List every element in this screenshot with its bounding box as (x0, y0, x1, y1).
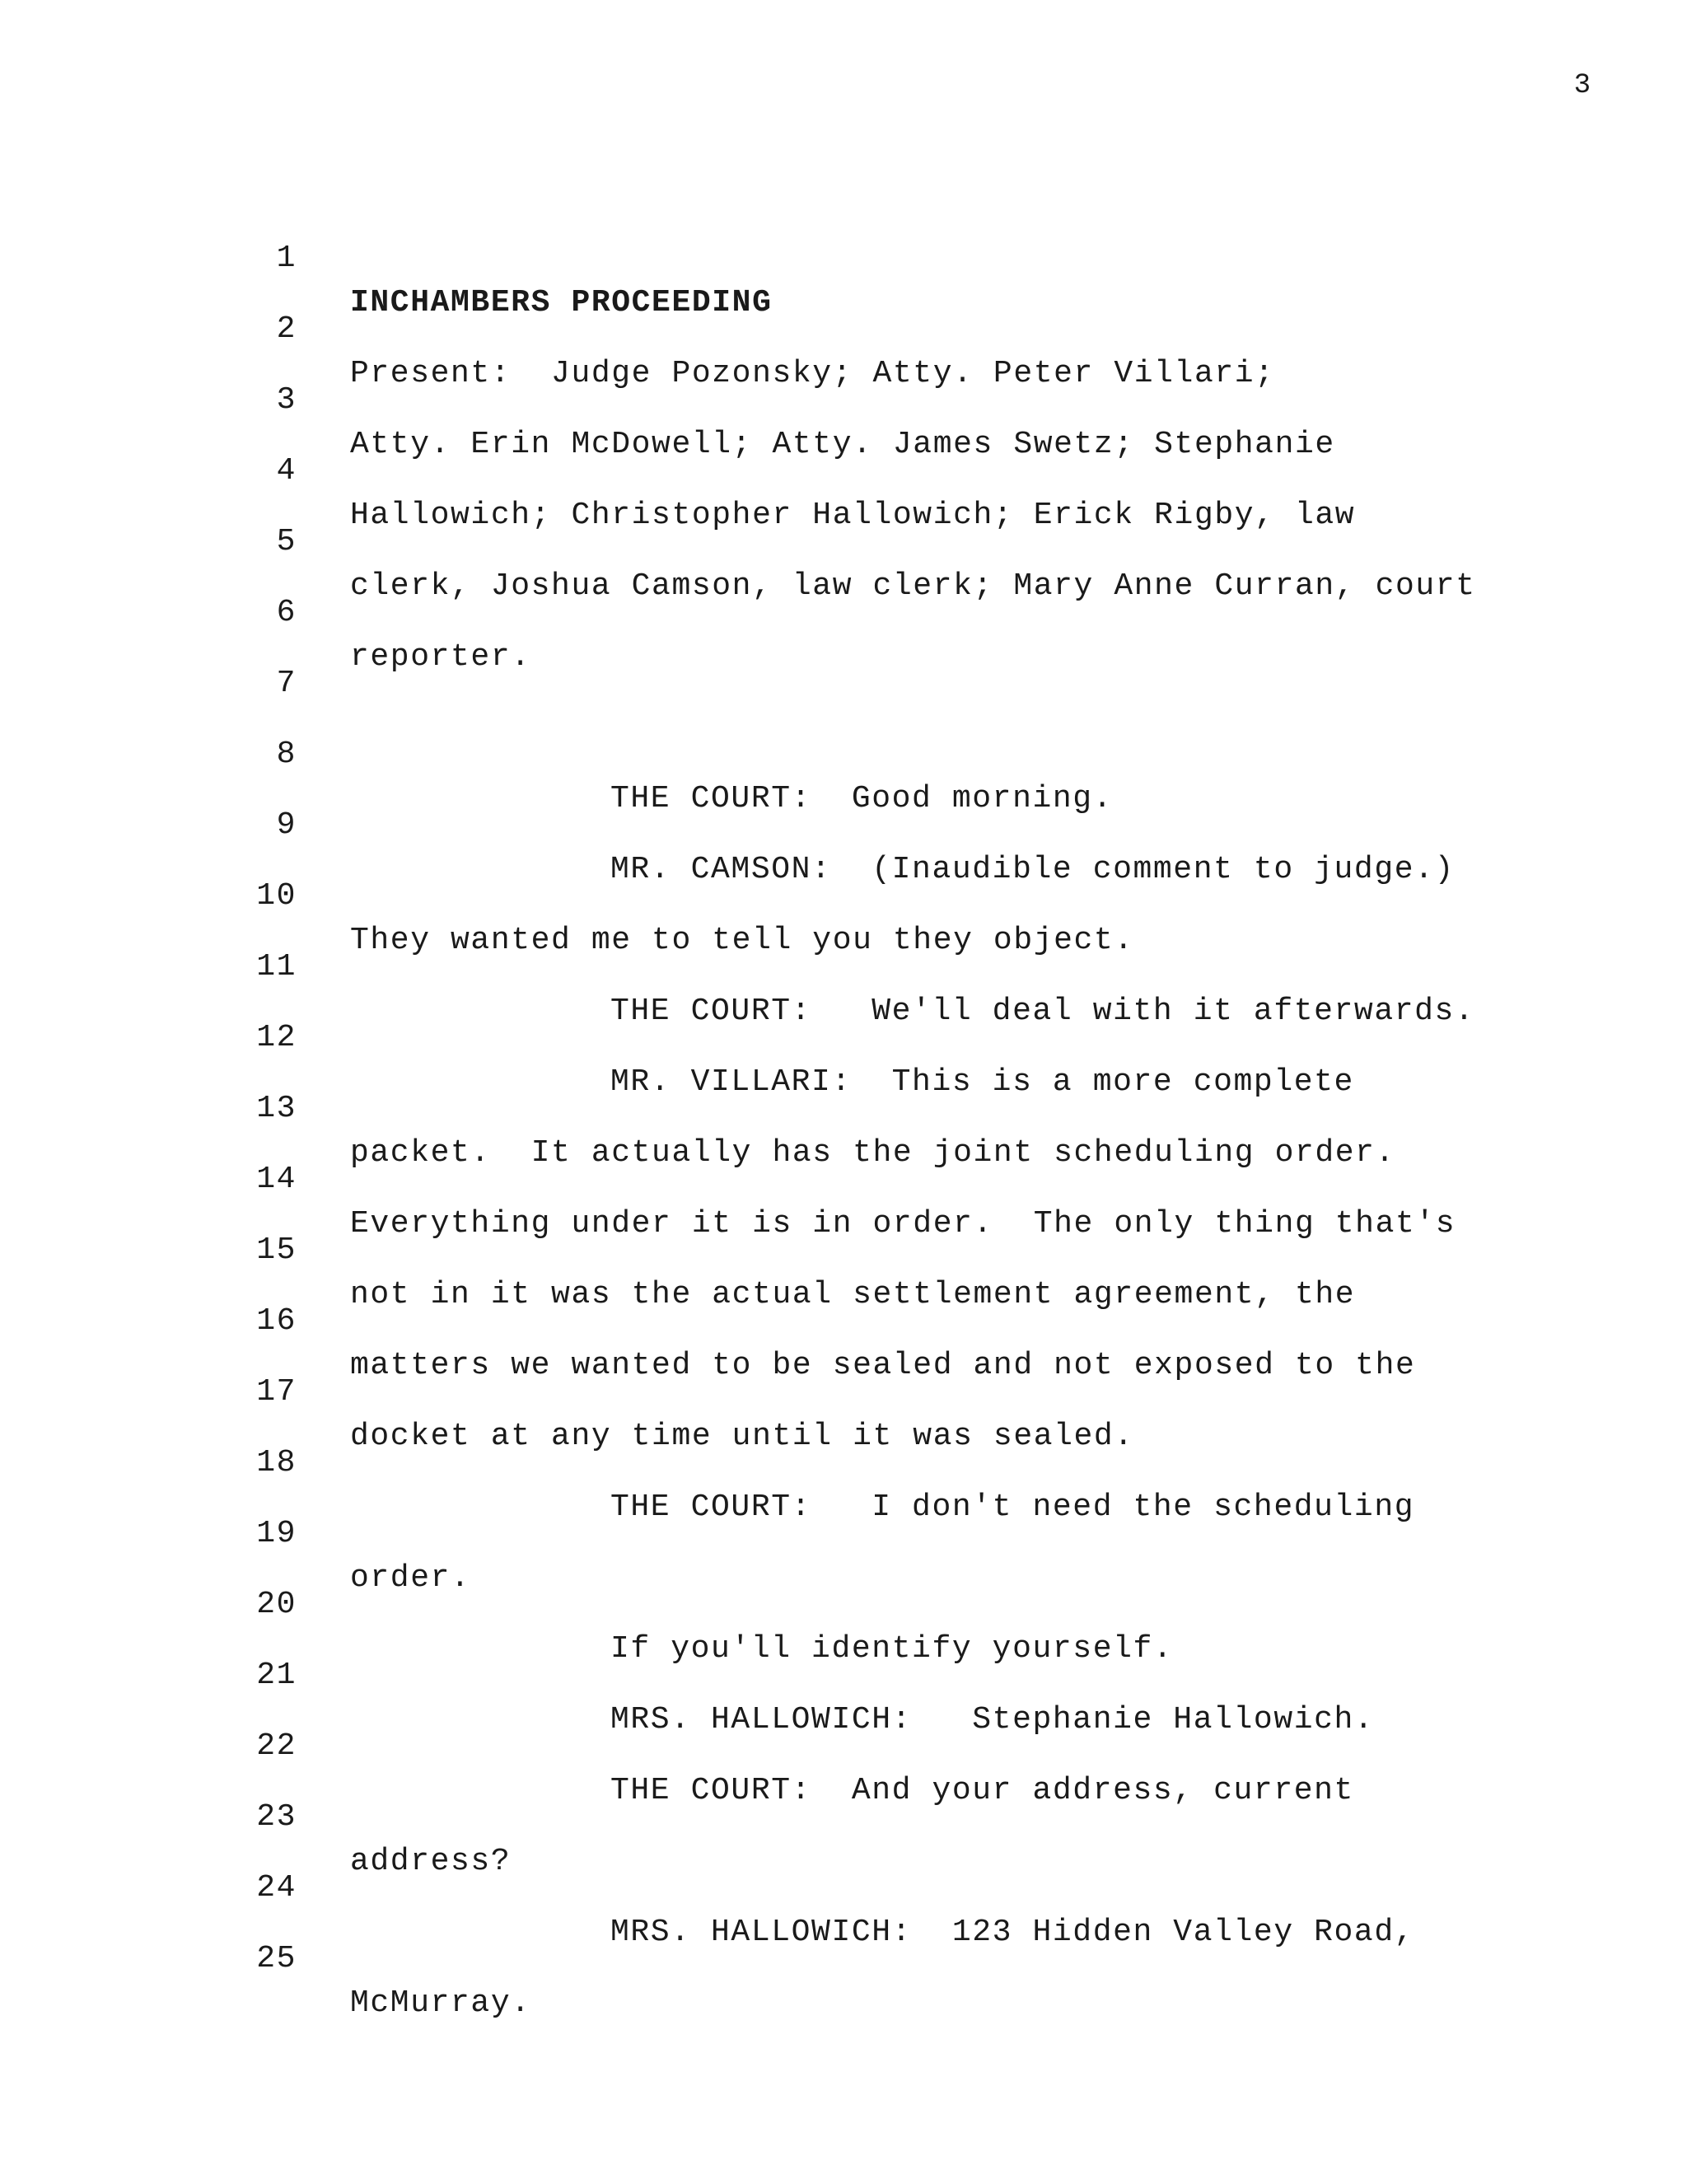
speaker-line: MRS. HALLOWICH: Stephanie Hallowich. (610, 1702, 1375, 1737)
speaker-line: THE COURT: Good morning. (610, 781, 1114, 816)
line-number: 24 (256, 1870, 297, 1906)
transcript-line (0, 1396, 1687, 1525)
transcript-line (0, 475, 1687, 604)
line-text: Everything under it is in order. The only thing that's (350, 1206, 1456, 1242)
speaker-line: THE COURT: And your address, current (610, 1773, 1354, 1808)
transcript-line (0, 1538, 1687, 1667)
transcript-line (0, 971, 1687, 1100)
line-number: 16 (256, 1303, 297, 1339)
line-number: 20 (256, 1587, 297, 1622)
line-number: 17 (256, 1374, 297, 1410)
line-text: reporter. (350, 639, 531, 675)
line-text: packet. It actually has the joint scheduling order. (350, 1135, 1395, 1171)
line-number: 9 (276, 807, 297, 843)
line-number: 14 (256, 1162, 297, 1197)
line-text: order. (350, 1560, 471, 1596)
transcript-line (0, 759, 1687, 887)
line-number: 25 (256, 1941, 297, 1976)
line-number: 18 (256, 1445, 297, 1480)
line-number: 3 (276, 382, 297, 418)
transcript-line (0, 1822, 1687, 1950)
line-number: 4 (276, 453, 297, 489)
transcript-line (0, 1467, 1687, 1596)
transcript-line (0, 1892, 1687, 2021)
transcript-line (0, 546, 1687, 675)
transcript-line (0, 830, 1687, 958)
line-number: 2 (276, 311, 297, 347)
speaker-line: MR. VILLARI: This is a more complete (610, 1064, 1354, 1100)
line-number: 22 (256, 1728, 297, 1764)
transcript-line (0, 1042, 1687, 1171)
speaker-line: If you'll identify yourself. (610, 1631, 1174, 1667)
line-number: 7 (276, 666, 297, 701)
line-text: Atty. Erin McDowell; Atty. James Swetz; Stephanie (350, 427, 1335, 462)
line-number: 23 (256, 1799, 297, 1835)
line-number: 1 (276, 241, 297, 276)
transcript-line (0, 617, 1687, 701)
line-text: Present: Judge Pozonsky; Atty. Peter Villari; (350, 356, 1275, 391)
transcript-line (0, 192, 1687, 320)
transcript-line (0, 1255, 1687, 1383)
line-text: McMurray. (350, 1985, 531, 2021)
line-number: 11 (256, 949, 297, 984)
transcript-line (0, 1680, 1687, 1808)
line-number: 10 (256, 878, 297, 914)
transcript-line (0, 1751, 1687, 1879)
transcript-line (0, 263, 1687, 391)
line-text: clerk, Joshua Camson, law clerk; Mary Anne Curran, court (350, 568, 1476, 604)
transcript-line (0, 1609, 1687, 1737)
speaker-line: THE COURT: I don't need the scheduling (610, 1490, 1415, 1525)
transcript-line (0, 334, 1687, 462)
transcript-line (0, 1113, 1687, 1242)
transcript-body (0, 192, 1687, 2021)
line-number: 19 (256, 1516, 297, 1551)
line-number: 12 (256, 1020, 297, 1055)
speaker-line: MR. CAMSON: (Inaudible comment to judge.) (610, 852, 1455, 887)
transcript-line (0, 1184, 1687, 1312)
line-number: 5 (276, 524, 297, 559)
transcript-line (0, 1326, 1687, 1454)
line-number: 15 (256, 1232, 297, 1268)
line-text: Hallowich; Christopher Hallowich; Erick Rigby, law (350, 498, 1356, 533)
line-number: 13 (256, 1091, 297, 1126)
line-text: matters we wanted to be sealed and not exposed to the (350, 1348, 1416, 1383)
transcript-line (0, 900, 1687, 1029)
transcript-line (0, 405, 1687, 533)
line-number: 8 (276, 737, 297, 772)
speaker-line: THE COURT: We'll deal with it afterwards. (610, 994, 1475, 1029)
proceeding-heading: INCHAMBERS PROCEEDING (350, 285, 773, 320)
line-number: 21 (256, 1658, 297, 1693)
line-text: They wanted me to tell you they object. (350, 923, 1134, 958)
transcript-line (0, 688, 1687, 816)
line-number: 6 (276, 595, 297, 630)
line-text: address? (350, 1844, 512, 1879)
page-number: 3 (1573, 70, 1591, 101)
speaker-line: MRS. HALLOWICH: 123 Hidden Valley Road, (610, 1915, 1415, 1950)
line-text: not in it was the actual settlement agreement, the (350, 1277, 1356, 1312)
line-text: docket at any time until it was sealed. (350, 1419, 1134, 1454)
